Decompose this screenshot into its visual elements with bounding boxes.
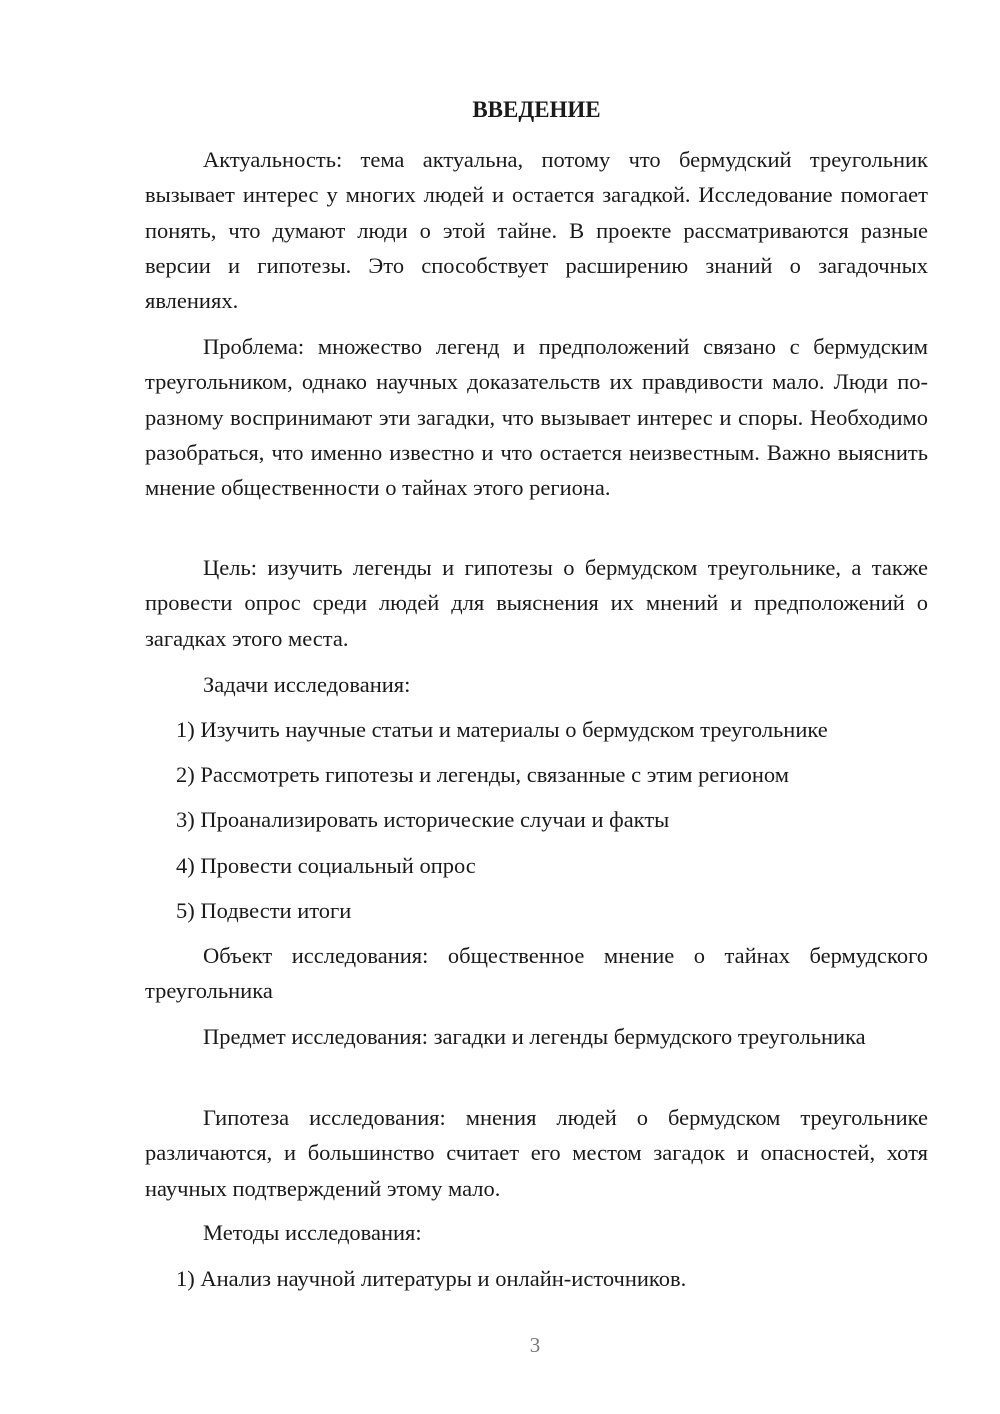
goal-paragraph: Цель: изучить легенды и гипотезы о бермудском треугольнике, а также провести опрос среди людей для выяснения их мнений и предположений о загадках этого места.	[145, 555, 928, 651]
task-item-5: 5) Подвести итоги	[176, 898, 352, 923]
task-item-1: 1) Изучить научные статьи и материалы о бермудском треугольнике	[176, 717, 828, 742]
tasks-heading: Задачи исследования:	[203, 672, 411, 697]
method-item-1: 1) Анализ научной литературы и онлайн-источников.	[176, 1266, 687, 1291]
object-paragraph: Объект исследования: общественное мнение о тайнах бермудского треугольника	[145, 943, 928, 1004]
page-number: 3	[529, 1333, 541, 1357]
relevance-paragraph: Актуальность: тема актуальна, потому что бермудский треугольник вызывает интерес у многих людей и остается загадкой. Исследование помогает понять, что думают люди о этой тайне. В проекте рассматриваются разные версии и гипотезы. Это способствует расширению знаний о загадочных явлениях.	[145, 147, 928, 314]
task-item-3: 3) Проанализировать исторические случаи и факты	[176, 807, 670, 832]
task-item-2: 2) Рассмотреть гипотезы и легенды, связанные с этим регионом	[176, 762, 789, 787]
problem-paragraph: Проблема: множество легенд и предположений связано с бермудским треугольником, однако научных доказательств их правдивости мало. Люди по-разному воспринимают эти загадки, что вызывает интерес и споры. Необходимо разобраться, что именно известно и что остается неизвестным. Важно выяснить мнение общественности о тайнах этого региона.	[145, 334, 928, 501]
hypothesis-paragraph: Гипотеза исследования: мнения людей о бермудском треугольнике различаются, и большинство считает его местом загадок и опасностей, хотя научных подтверждений этому мало.	[145, 1105, 928, 1201]
task-item-4: 4) Провести социальный опрос	[176, 853, 476, 878]
page-title: ВВЕДЕНИЕ	[472, 97, 601, 122]
methods-heading: Методы исследования:	[203, 1220, 422, 1245]
subject-paragraph: Предмет исследования: загадки и легенды бермудского треугольника	[203, 1024, 866, 1049]
